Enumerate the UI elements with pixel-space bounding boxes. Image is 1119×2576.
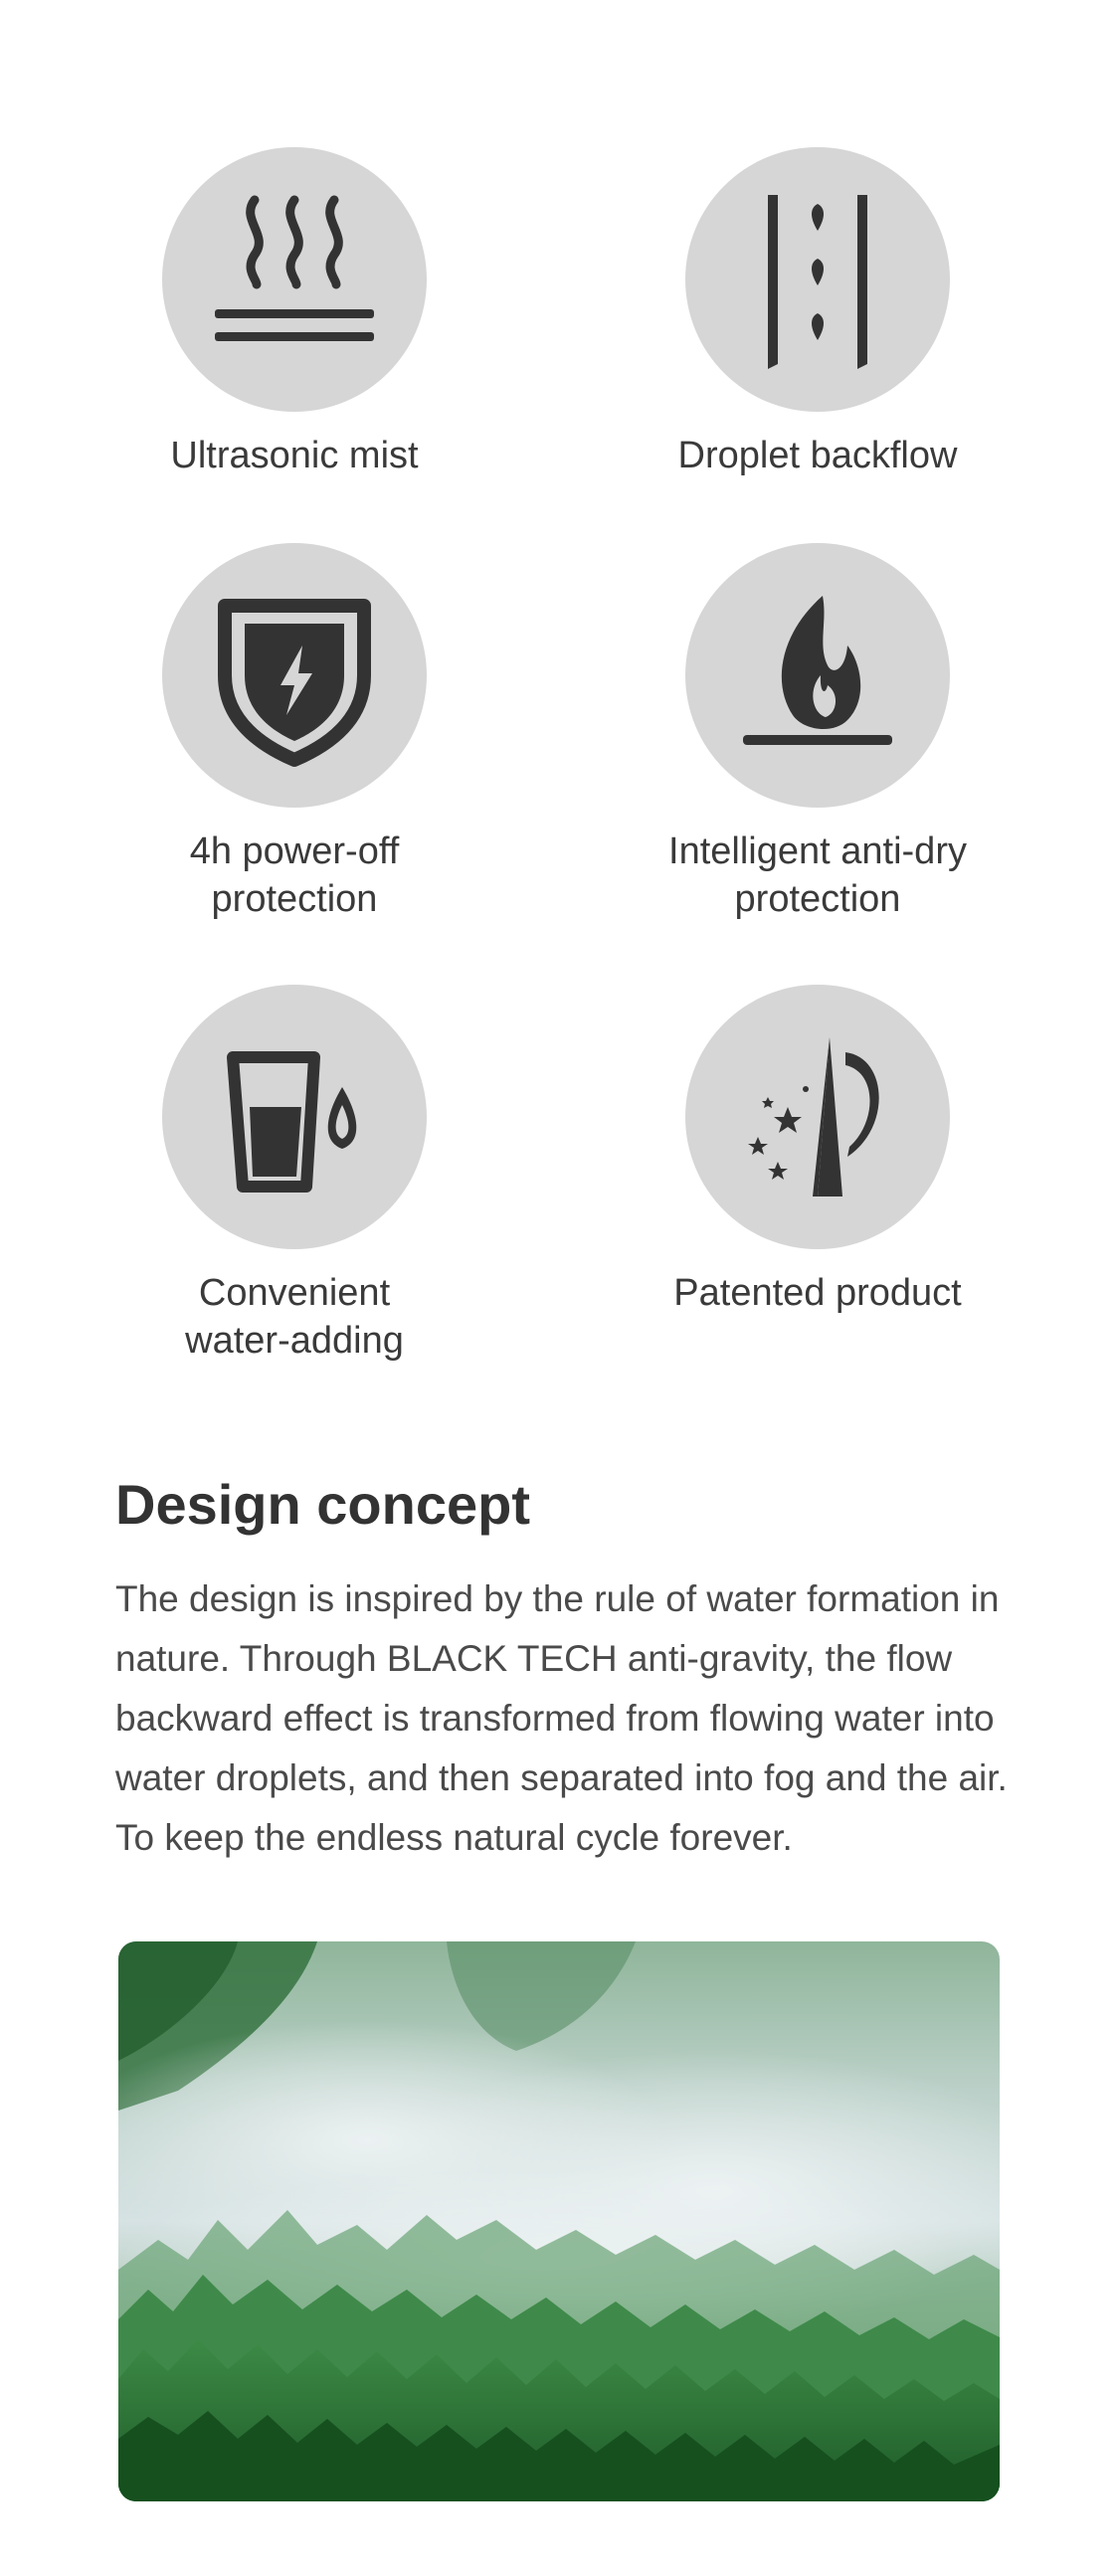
misty-forest-image [118, 1941, 1000, 2501]
shield-lightning-icon [195, 576, 394, 775]
feature-label: Droplet backflow [677, 435, 958, 476]
feature-label: Intelligent anti-dry protection [668, 830, 967, 920]
feature-patented-product [599, 985, 1036, 1317]
feature-icon-circle [162, 543, 427, 808]
feature-ultrasonic-mist [76, 147, 513, 479]
droplet-backflow-icon [718, 180, 917, 379]
feature-icon-circle [685, 147, 950, 412]
feature-icon-circle [685, 985, 950, 1249]
cup-water-drop-icon [195, 1017, 394, 1216]
trophy-stars-icon [718, 1017, 917, 1216]
feature-icon-circle [162, 147, 427, 412]
feature-label: 4h power-off protection [189, 830, 400, 920]
feature-label: Ultrasonic mist [170, 435, 419, 476]
flame-icon [718, 576, 917, 775]
design-concept-title: Design concept [115, 1473, 530, 1536]
feature-label: Convenient water-adding [185, 1272, 404, 1362]
design-concept-body: The design is inspired by the rule of water formation in nature. Through BLACK TECH anti-gravity, the flow backward effect is transformed from flowing water into water droplets, and then separated into fog and the air. To keep the endless natural cycle forever. [115, 1578, 1008, 1858]
feature-power-off-protection [76, 543, 513, 923]
steam-heat-icon [195, 180, 394, 379]
feature-convenient-water-adding [76, 985, 513, 1365]
misty-forest-illustration [118, 1941, 1000, 2501]
feature-label: Patented product [673, 1272, 962, 1314]
feature-droplet-backflow [599, 147, 1036, 479]
feature-icon-circle [685, 543, 950, 808]
feature-anti-dry-protection [599, 543, 1036, 923]
feature-icon-circle [162, 985, 427, 1249]
